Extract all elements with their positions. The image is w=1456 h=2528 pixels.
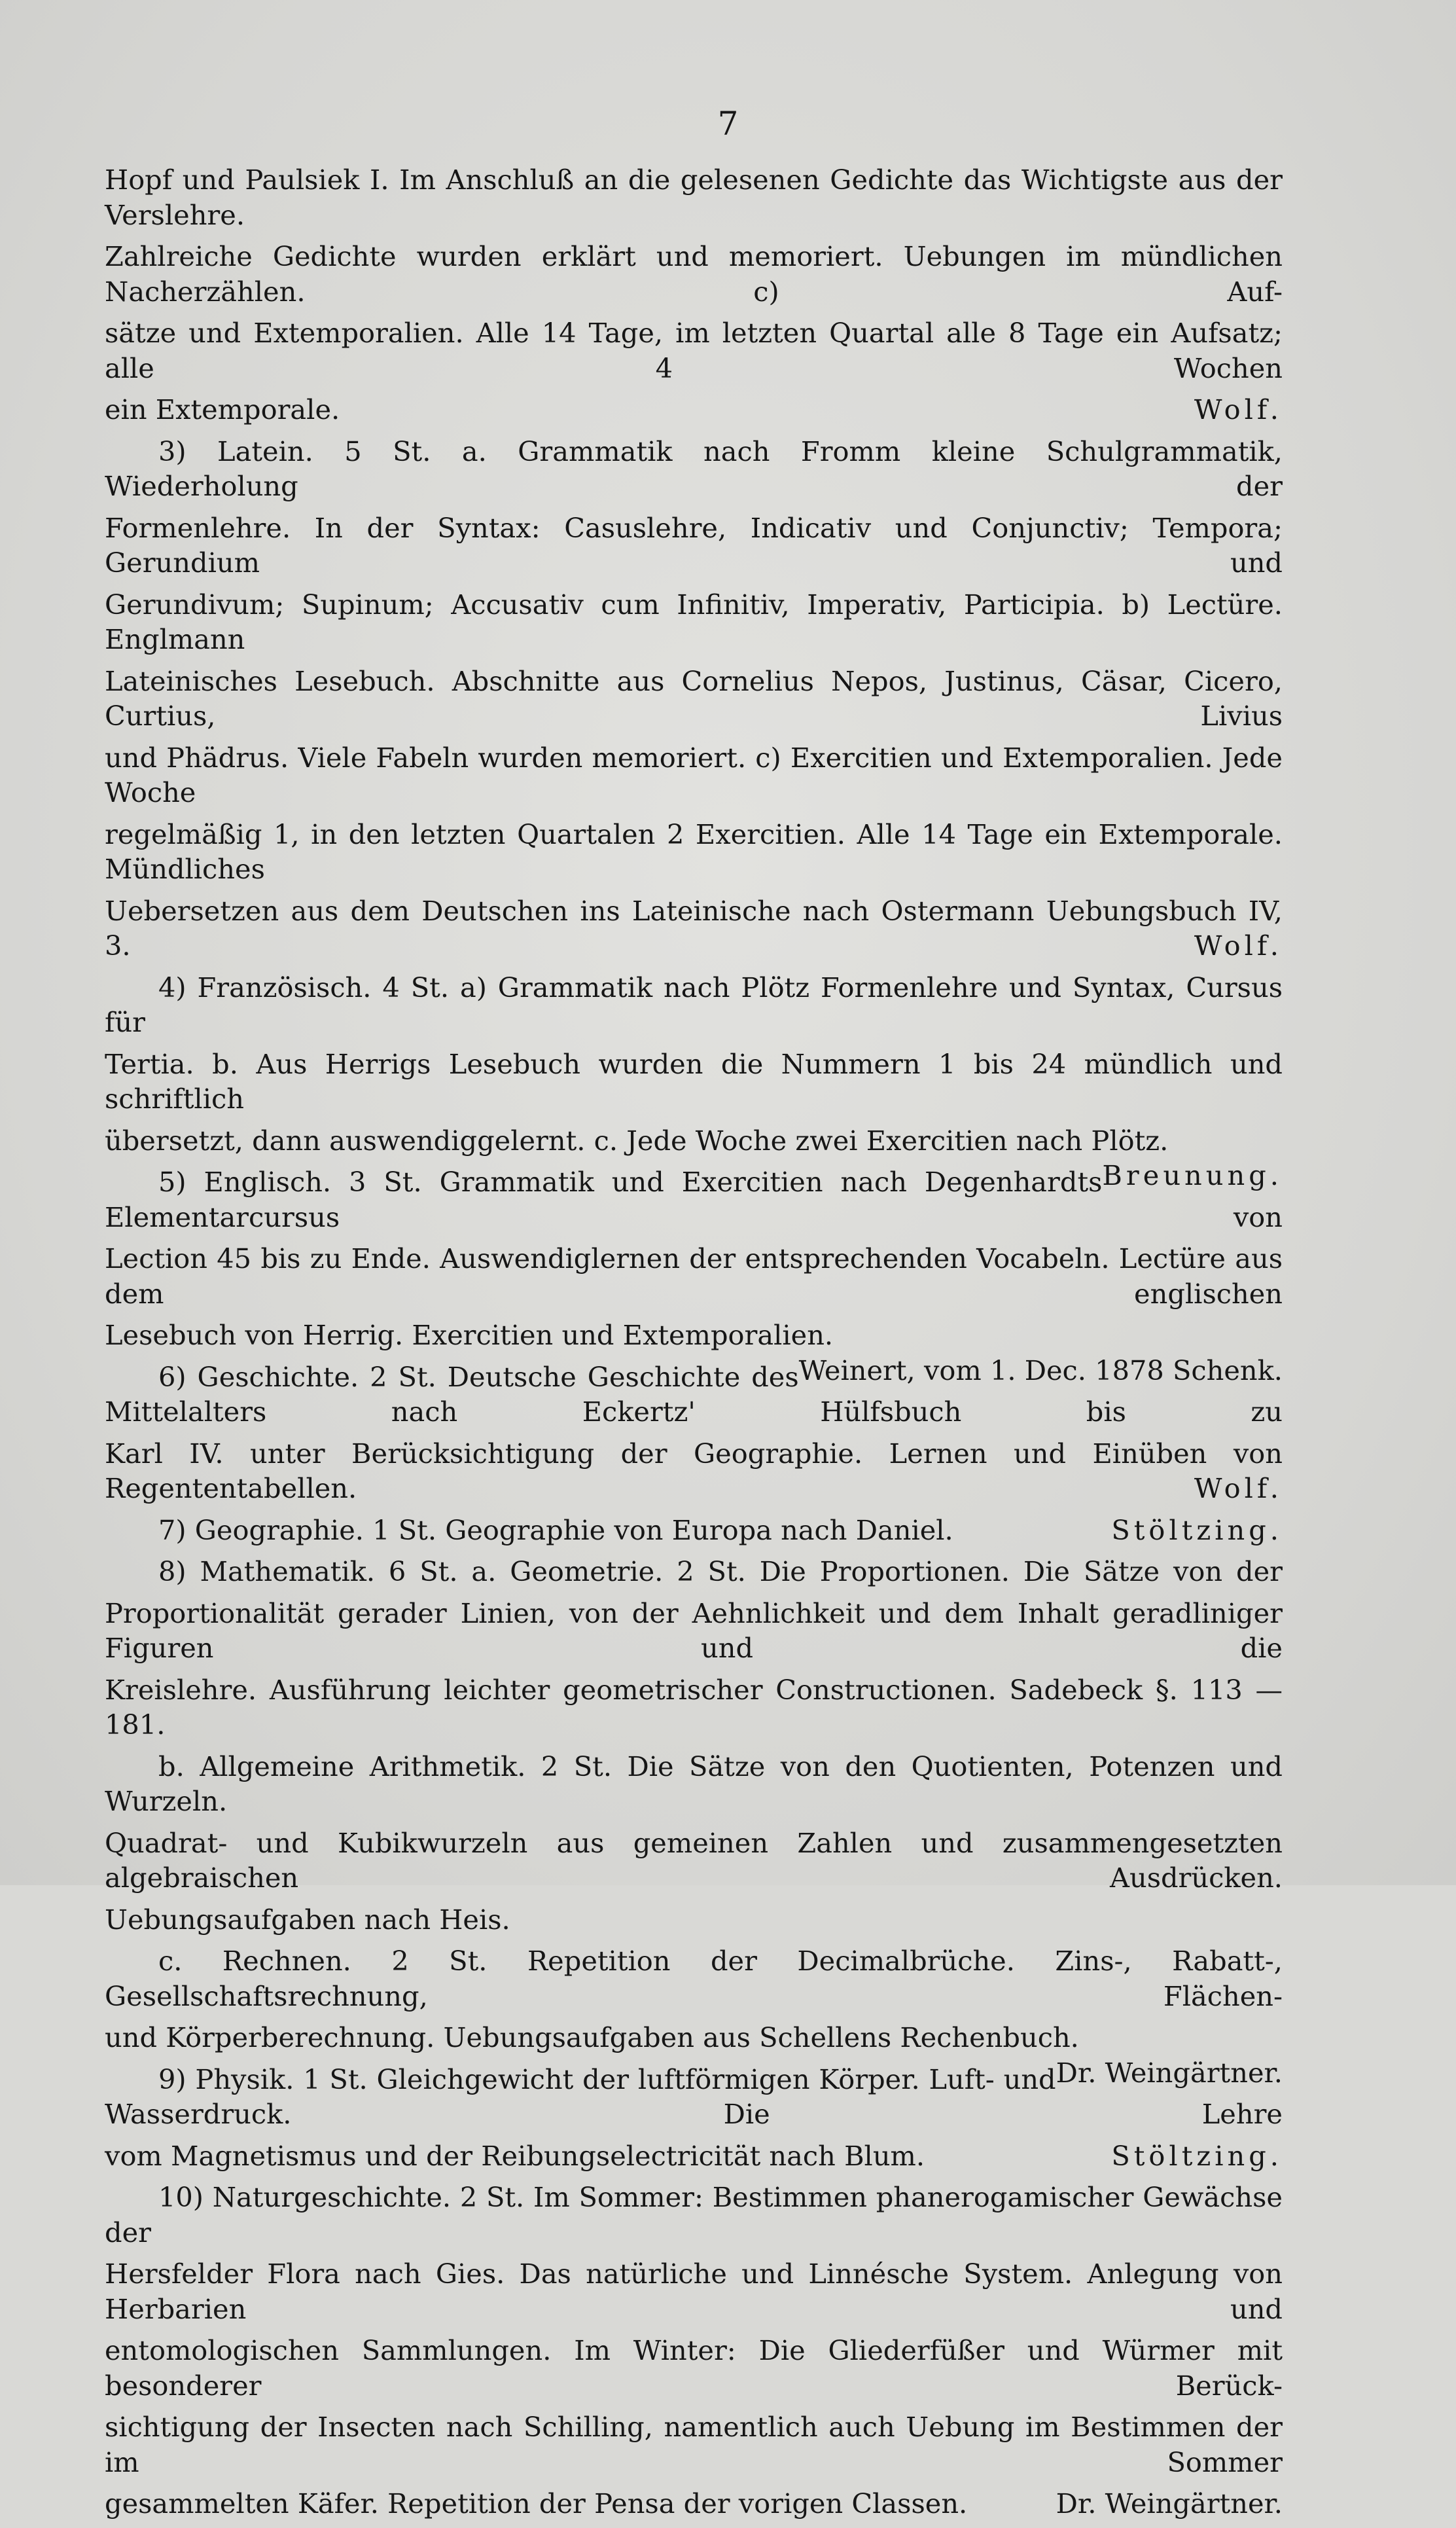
text-line: Tertia. b. Aus Herrigs Lesebuch wurden die Nummern 1 bis 24 mündlich und schriftlich <box>105 1047 1283 1115</box>
line-text: und Körperberechnung. Uebungsaufgaben aus Schellens Rechenbuch. <box>105 2021 1079 2053</box>
paragraph-mathematik <box>105 1554 1283 1743</box>
text-line-last <box>105 894 1283 964</box>
paragraph-latein <box>105 434 1283 964</box>
text-line: entomologischen Sammlungen. Im Winter: Die Gliederfüßer und Würmer mit besonderer Berück- <box>105 2334 1283 2402</box>
text-line: sichtigung der Insecten nach Schilling, namentlich auch Uebung im Bestimmen der im Sommer <box>105 2411 1283 2478</box>
text-line: und Phädrus. Viele Fabeln wurden memoriert. c) Exercitien und Extemporalien. Jede Woche <box>105 741 1283 808</box>
text-line: 3) Latein. 5 St. a. Grammatik nach Fromm kleine Schulgrammatik, Wiederholung der <box>105 435 1283 502</box>
teacher-name: Wolf. <box>1194 930 1283 962</box>
text-line-last <box>105 2020 1283 2089</box>
line-text: vom Magnetismus und der Reibungselectricität nach Blum. <box>105 2139 925 2172</box>
text-line-last <box>105 1318 1283 1386</box>
paragraph-arithmetik <box>105 1749 1283 1938</box>
text-line: Formenlehre. In der Syntax: Casuslehre, Indicativ und Conjunctiv; Tempora; Gerundium und <box>105 511 1283 579</box>
line-text: 7) Geographie. 1 St. Geographie von Europa nach Daniel. <box>158 1513 953 1546</box>
teacher-name: Stöltzing. <box>1111 2139 1283 2172</box>
text-line: Hersfelder Flora nach Gies. Das natürliche und Linnésche System. Anlegung von Herbarien und <box>105 2258 1283 2325</box>
text-line-last <box>105 392 1283 427</box>
line-text: gesammelten Käfer. Repetition der Pensa der vorigen Classen. <box>105 2487 968 2519</box>
teacher-name: Breunung. <box>1102 1159 1283 1191</box>
paragraph-naturgeschichte <box>105 2180 1283 2521</box>
teacher-name: Dr. Weingärtner. <box>1056 2487 1283 2519</box>
line-text: Uebersetzen aus dem Deutschen ins Lateinische nach Ostermann Uebungsbuch IV, 3. <box>105 894 1283 962</box>
teacher-name: Wolf. <box>1194 1472 1283 1504</box>
text-line: Proportionalität gerader Linien, von der Aehnlichkeit und dem Inhalt geradliniger Figuren und die <box>105 1597 1283 1664</box>
teacher-name: Dr. Weingärtner. <box>1056 2056 1283 2089</box>
text-line: 9) Physik. 1 St. Gleichgewicht der luftförmigen Körper. Luft- und Wasserdruck. Die Lehre <box>105 2063 1283 2130</box>
text-line-last <box>105 2486 1283 2521</box>
text-line: Lateinisches Lesebuch. Abschnitte aus Cornelius Nepos, Justinus, Cäsar, Cicero, Curtius, Livius <box>105 664 1283 732</box>
teacher-name: Stöltzing. <box>1111 1513 1283 1546</box>
line-text: Kreislehre. Ausführung leichter geometrischer Constructionen. Sadebeck §. 113 — 181. <box>105 1673 1283 1741</box>
text-line: 4) Französisch. 4 St. a) Grammatik nach Plötz Formenlehre und Syntax, Cursus für <box>105 971 1283 1038</box>
line-text: Lesebuch von Herrig. Exercitien und Extemporalien. <box>105 1319 834 1351</box>
text-line-last <box>105 1123 1283 1191</box>
text-line: c. Rechnen. 2 St. Repetition der Decimalbrüche. Zins-, Rabatt-, Gesellschaftsrechnung, Flächen- <box>105 1945 1283 2012</box>
text-line: Hopf und Paulsiek I. Im Anschluß an die gelesenen Gedichte das Wichtigste aus der Verslehre. <box>105 164 1283 231</box>
text-line: Zahlreiche Gedichte wurden erklärt und memoriert. Uebungen im mündlichen Nacherzählen. c) Auf- <box>105 240 1283 308</box>
text-line: regelmäßig 1, in den letzten Quartalen 2 Exercitien. Alle 14 Tage ein Extemporale. Mündliches <box>105 818 1283 885</box>
line-text: ein Extemporale. <box>105 393 340 425</box>
teacher-name: Weinert, vom 1. Dec. 1878 Schenk. <box>798 1354 1283 1386</box>
paragraph-deutsch <box>105 162 1283 427</box>
text-line: b. Allgemeine Arithmetik. 2 St. Die Sätze von den Quotienten, Potenzen und Wurzeln. <box>105 1750 1283 1817</box>
text-line: Lection 45 bis zu Ende. Auswendiglernen der entsprechenden Vocabeln. Lectüre aus dem englischen <box>105 1242 1283 1310</box>
paragraph-franzoesisch <box>105 970 1283 1191</box>
line-text: übersetzt, dann auswendiggelernt. c. Jede Woche zwei Exercitien nach Plötz. <box>105 1124 1169 1157</box>
line-text: Karl IV. unter Berücksichtigung der Geographie. Lernen und Einüben von Regententabellen. <box>105 1437 1283 1504</box>
text-line-last <box>105 2139 1283 2174</box>
body-text <box>105 162 1283 2528</box>
paragraph-rechnen <box>105 1943 1283 2089</box>
text-line: sätze und Extemporalien. Alle 14 Tage, im letzten Quartal alle 8 Tage ein Aufsatz; alle 4 Wochen <box>105 317 1283 384</box>
text-line: 10) Naturgeschichte. 2 St. Im Sommer: Bestimmen phanerogamischer Gewächse der <box>105 2181 1283 2248</box>
text-line: Gerundivum; Supinum; Accusativ cum Infinitiv, Imperativ, Participia. b) Lectüre. Englmann <box>105 588 1283 655</box>
text-line: 8) Mathematik. 6 St. a. Geometrie. 2 St. Die Proportionen. Die Sätze von der <box>158 1555 1283 1587</box>
text-line-last <box>105 1672 1283 1743</box>
text-line-last <box>105 1902 1283 1938</box>
text-line: Quadrat- und Kubikwurzeln aus gemeinen Zahlen und zusammengesetzten algebraischen Ausdrücken. <box>105 1826 1283 1894</box>
text-line-last <box>105 1436 1283 1506</box>
text-line: 6) Geschichte. 2 St. Deutsche Geschichte des Mittelalters nach Eckertz' Hülfsbuch bis zu <box>105 1360 1283 1428</box>
text-line: 5) Englisch. 3 St. Grammatik und Exercitien nach Degenhardts Elementarcursus von <box>105 1166 1283 1233</box>
teacher-name: Wolf. <box>1194 393 1283 425</box>
page-number: 7 <box>717 105 739 143</box>
paragraph-geographie <box>105 1513 1283 1548</box>
line-text: Uebungsaufgaben nach Heis. <box>105 1903 510 1936</box>
text-line-last <box>105 1513 1283 1548</box>
